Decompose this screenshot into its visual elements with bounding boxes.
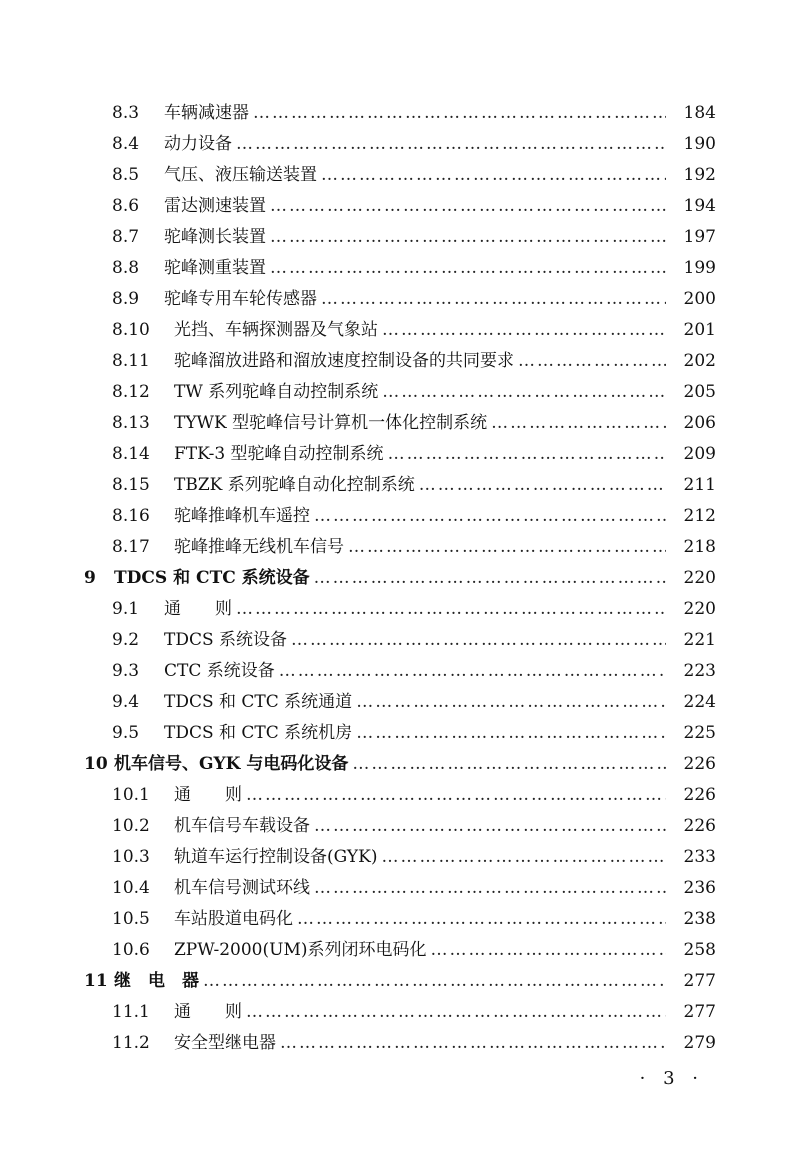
toc-leader-dots — [279, 656, 666, 687]
toc-section-entry[interactable] — [0, 718, 800, 749]
toc-entry-number: 8.15 — [112, 475, 150, 495]
page-number: · 3 · — [639, 1068, 704, 1089]
toc-leader-dots — [314, 501, 666, 532]
toc-entry-title: 动力设备 — [164, 134, 232, 154]
toc-entry-page: 221 — [683, 630, 716, 650]
toc-entry-page: 238 — [683, 909, 716, 929]
toc-entry-number: 8.12 — [112, 382, 150, 402]
toc-leader-dots — [381, 842, 666, 873]
toc-section-entry[interactable] — [0, 470, 800, 501]
toc-entry-number: 8.14 — [112, 444, 150, 464]
toc-section-entry[interactable] — [0, 656, 800, 687]
toc-leader-dots — [280, 1028, 666, 1059]
toc-entry-page: 277 — [683, 1002, 716, 1022]
toc-entry-title: 机车信号测试环线 — [174, 878, 310, 898]
toc-entry-number: 9.3 — [112, 661, 140, 681]
toc-entry-page: 205 — [683, 382, 716, 402]
toc-entry-page: 211 — [683, 475, 716, 495]
toc-leader-dots — [431, 935, 667, 966]
toc-entry-title: TDCS 和 CTC 系统机房 — [164, 723, 353, 743]
toc-leader-dots — [356, 687, 666, 718]
toc-entry-number: 10.4 — [112, 878, 150, 898]
toc-entry-number: 8.7 — [112, 227, 140, 247]
toc-entry-number: 8.8 — [112, 258, 140, 278]
toc-section-entry[interactable] — [0, 408, 800, 439]
toc-leader-dots — [314, 811, 666, 842]
toc-entry-number: 10.2 — [112, 816, 150, 836]
toc-entry-page: 226 — [683, 785, 716, 805]
toc-leader-dots — [314, 563, 666, 594]
toc-entry-number: 9.4 — [112, 692, 140, 712]
toc-entry-page: 220 — [683, 568, 716, 588]
toc-entry-page: 233 — [683, 847, 716, 867]
toc-section-entry[interactable] — [0, 842, 800, 873]
toc-entry-title: 气压、液压输送装置 — [164, 165, 317, 185]
toc-entry-title: 安全型继电器 — [174, 1033, 276, 1053]
toc-section-entry[interactable] — [0, 501, 800, 532]
toc-leader-dots — [321, 284, 666, 315]
toc-entry-title: 通 则 — [164, 599, 232, 619]
toc-entry-number: 10.3 — [112, 847, 150, 867]
toc-section-entry[interactable] — [0, 377, 800, 408]
toc-entry-page: 201 — [683, 320, 716, 340]
toc-leader-dots — [356, 718, 666, 749]
toc-entry-title: 驼峰专用车轮传感器 — [164, 289, 317, 309]
toc-entry-number: 8.6 — [112, 196, 140, 216]
toc-leader-dots — [246, 997, 666, 1028]
toc-leader-dots — [388, 439, 666, 470]
toc-entry-number: 9.5 — [112, 723, 140, 743]
toc-leader-dots — [236, 594, 666, 625]
toc-entry-page: 209 — [683, 444, 716, 464]
toc-chapter-entry[interactable] — [0, 563, 800, 594]
toc-leader-dots — [270, 253, 666, 284]
table-of-contents — [0, 98, 800, 1059]
toc-entry-title: FTK-3 型驼峰自动控制系统 — [174, 444, 384, 464]
toc-entry-number: 10.5 — [112, 909, 150, 929]
toc-leader-dots — [246, 780, 666, 811]
toc-leader-dots — [203, 966, 666, 997]
toc-section-entry[interactable] — [0, 222, 800, 253]
toc-section-entry[interactable] — [0, 129, 800, 160]
toc-entry-number: 8.9 — [112, 289, 140, 309]
toc-leader-dots — [352, 749, 666, 780]
toc-entry-page: 258 — [683, 940, 716, 960]
toc-entry-title: 继 电 器 — [114, 971, 199, 991]
toc-entry-title: TW 系列驼峰自动控制系统 — [174, 382, 379, 402]
toc-entry-number: 9 — [84, 568, 96, 588]
toc-section-entry[interactable] — [0, 315, 800, 346]
toc-entry-number: 11.2 — [112, 1033, 150, 1053]
toc-entry-page: 225 — [683, 723, 716, 743]
toc-entry-number: 11 — [84, 971, 108, 991]
toc-entry-page: 184 — [683, 103, 716, 123]
toc-leader-dots — [270, 222, 666, 253]
toc-entry-title: CTC 系统设备 — [164, 661, 275, 681]
toc-entry-title: 驼峰推峰无线机车信号 — [174, 537, 344, 557]
toc-entry-title: 通 则 — [174, 1002, 242, 1022]
toc-entry-title: ZPW-2000(UM)系列闭环电码化 — [174, 940, 427, 960]
toc-section-entry[interactable] — [0, 594, 800, 625]
toc-entry-title: 车站股道电码化 — [174, 909, 293, 929]
toc-entry-number: 10.6 — [112, 940, 150, 960]
toc-section-entry[interactable] — [0, 811, 800, 842]
toc-entry-title: 驼峰推峰机车遥控 — [174, 506, 310, 526]
toc-entry-page: 236 — [683, 878, 716, 898]
toc-leader-dots — [291, 625, 666, 656]
toc-leader-dots — [382, 315, 666, 346]
toc-entry-page: 218 — [683, 537, 716, 557]
toc-leader-dots — [236, 129, 666, 160]
toc-section-entry[interactable] — [0, 532, 800, 563]
toc-entry-title: TBZK 系列驼峰自动化控制系统 — [174, 475, 415, 495]
toc-entry-title: TDCS 和 CTC 系统设备 — [114, 568, 310, 588]
toc-chapter-entry[interactable] — [0, 749, 800, 780]
toc-entry-number: 9.1 — [112, 599, 140, 619]
toc-entry-page: 199 — [683, 258, 716, 278]
toc-section-entry[interactable] — [0, 253, 800, 284]
toc-entry-page: 192 — [683, 165, 716, 185]
toc-entry-title: 驼峰测重装置 — [164, 258, 266, 278]
toc-entry-number: 8.10 — [112, 320, 150, 340]
toc-entry-title: 轨道车运行控制设备(GYK) — [174, 847, 378, 867]
toc-entry-page: 277 — [683, 971, 716, 991]
toc-section-entry[interactable] — [0, 191, 800, 222]
toc-section-entry[interactable] — [0, 997, 800, 1028]
toc-entry-page: 202 — [683, 351, 716, 371]
toc-entry-number: 8.5 — [112, 165, 140, 185]
toc-entry-number: 8.3 — [112, 103, 140, 123]
toc-entry-title: TDCS 和 CTC 系统通道 — [164, 692, 353, 712]
toc-entry-title: 驼峰测长装置 — [164, 227, 266, 247]
toc-leader-dots — [321, 160, 666, 191]
toc-leader-dots — [382, 377, 666, 408]
toc-entry-title: 光挡、车辆探测器及气象站 — [174, 320, 378, 340]
toc-entry-number: 10.1 — [112, 785, 150, 805]
toc-entry-page: 224 — [683, 692, 716, 712]
toc-section-entry[interactable] — [0, 1028, 800, 1059]
toc-section-entry[interactable] — [0, 780, 800, 811]
toc-entry-title: 机车信号车载设备 — [174, 816, 310, 836]
toc-entry-page: 194 — [683, 196, 716, 216]
toc-entry-number: 8.16 — [112, 506, 150, 526]
toc-entry-number: 8.17 — [112, 537, 150, 557]
toc-entry-number: 8.4 — [112, 134, 140, 154]
toc-section-entry[interactable] — [0, 935, 800, 966]
toc-entry-page: 226 — [683, 754, 716, 774]
toc-leader-dots — [419, 470, 666, 501]
toc-entry-page: 190 — [683, 134, 716, 154]
toc-entry-title: TYWK 型驼峰信号计算机一体化控制系统 — [174, 413, 488, 433]
toc-leader-dots — [297, 904, 666, 935]
toc-entry-title: 机车信号、GYK 与电码化设备 — [114, 754, 349, 774]
toc-leader-dots — [314, 873, 666, 904]
toc-section-entry[interactable] — [0, 346, 800, 377]
toc-entry-number: 10 — [84, 754, 108, 774]
toc-entry-title: 驼峰溜放进路和溜放速度控制设备的共同要求 — [174, 351, 514, 371]
toc-entry-page: 206 — [683, 413, 716, 433]
toc-chapter-entry[interactable] — [0, 966, 800, 997]
toc-entry-page: 220 — [683, 599, 716, 619]
toc-leader-dots — [491, 408, 666, 439]
toc-entry-title: 雷达测速装置 — [164, 196, 266, 216]
toc-leader-dots — [348, 532, 666, 563]
toc-section-entry[interactable] — [0, 98, 800, 129]
toc-entry-title: 车辆减速器 — [164, 103, 249, 123]
toc-entry-number: 8.13 — [112, 413, 150, 433]
toc-section-entry[interactable] — [0, 873, 800, 904]
toc-entry-number: 8.11 — [112, 351, 150, 371]
toc-entry-title: TDCS 系统设备 — [164, 630, 288, 650]
toc-leader-dots — [253, 98, 666, 129]
toc-entry-page: 197 — [683, 227, 716, 247]
toc-entry-page: 279 — [683, 1033, 716, 1053]
toc-entry-page: 223 — [683, 661, 716, 681]
toc-entry-title: 通 则 — [174, 785, 242, 805]
toc-entry-page: 226 — [683, 816, 716, 836]
toc-leader-dots — [270, 191, 666, 222]
toc-section-entry[interactable] — [0, 160, 800, 191]
toc-section-entry[interactable] — [0, 439, 800, 470]
toc-leader-dots — [518, 346, 666, 377]
toc-entry-number: 9.2 — [112, 630, 140, 650]
toc-section-entry[interactable] — [0, 625, 800, 656]
toc-section-entry[interactable] — [0, 284, 800, 315]
toc-entry-page: 212 — [683, 506, 716, 526]
toc-section-entry[interactable] — [0, 904, 800, 935]
toc-entry-number: 11.1 — [112, 1002, 150, 1022]
toc-section-entry[interactable] — [0, 687, 800, 718]
toc-entry-page: 200 — [683, 289, 716, 309]
